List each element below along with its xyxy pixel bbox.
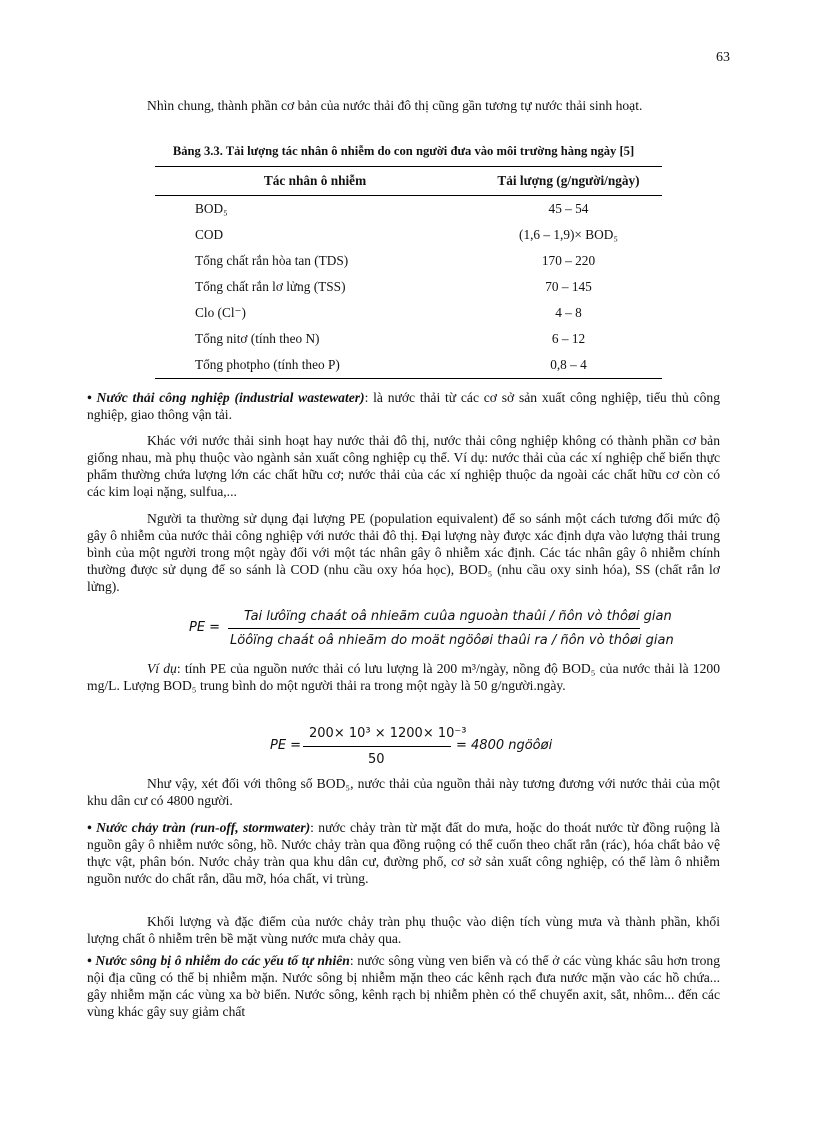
table-cell: Clo (Cl⁻) [195, 305, 246, 320]
natural-pollution-term: • Nước sông bị ô nhiễm do các yếu tố tự nhiên [87, 953, 350, 968]
industrial-composition-paragraph: Khác với nước thải sinh hoạt hay nước thải đô thị, nước thải công nghiệp không có thành phần cơ bản giống nhau, mà phụ thuộc vào ngành sản xuất công nghiệp cụ thể. Ví dụ: nước thải của các xí nghiệp chế biến thực phẩm thường chứa lượng lớn các chất hữu cơ; nước thải của các xí nghiệp thuộc da ngoài các chất hữu cơ còn có các kim loại nặng, sulfua,... [87, 433, 720, 499]
table-row [155, 222, 662, 248]
table-row [155, 196, 662, 223]
fraction-bar [303, 746, 451, 747]
conclusion-paragraph: Như vậy, xét đối với thông số BOD₅, nước thải của nguồn thải này tương đương với nước thải của một khu dân cư có 4800 người. [87, 776, 720, 808]
table-cell: Tổng chất rắn lơ lửng (TSS) [195, 279, 346, 294]
column-header-load: Tải lượng (g/người/ngày) [475, 167, 662, 196]
table-row [155, 248, 662, 274]
table-header-row [155, 167, 662, 196]
formula-denominator: Löôïng chaát oâ nhieãm do moät ngöôøi thaûi ra / ñôn vò thôøi gian [230, 633, 674, 648]
table-cell: 170 – 220 [541, 253, 596, 268]
industrial-wastewater-paragraph [87, 389, 720, 423]
formula-lhs: PE = [189, 620, 221, 635]
fraction-bar [228, 628, 640, 629]
table-cell: 4 – 8 [555, 305, 582, 320]
table-cell: BOD₅ [195, 201, 228, 216]
example-text: : tính PE của nguồn nước thải có lưu lượng là 200 m³/ngày, nồng độ BOD₅ của nước thải là 1200 mg/L. Lượng BOD₅ trung bình do một người thải ra trong một ngày là 50 g/người.ngày. [87, 661, 720, 693]
intro-paragraph: Nhìn chung, thành phần cơ bản của nước thải đô thị cũng gần tương tự nước thải sinh hoạt. [147, 98, 643, 113]
table-cell: COD [195, 227, 224, 242]
runoff-paragraph [87, 819, 720, 887]
table-row [155, 274, 662, 300]
runoff-term: • Nước chảy tràn (run-off, stormwater) [87, 820, 311, 835]
formula-numerator: 200× 10³ × 1200× 10⁻³ [309, 726, 467, 741]
table-row [155, 300, 662, 326]
runoff-definition: : nước chảy tràn từ mặt đất do mưa, hoặc do thoát nước từ đồng ruộng là nguồn gây ô nhiễm nước sông, hồ. Nước chảy tràn qua đồng ruộng có thể cuốn theo chất rắn (rác), hóa chất bảo vệ thực vật, phân bón. Nước chảy tràn qua khu dân cư, đường phố, cơ sở sản xuất công nghiệp, có thể làm ô nhiễm nguồn nước do chất rắn, dầu mỡ, hóa chất, vi trùng. [87, 820, 720, 886]
table-cell: 6 – 12 [551, 331, 586, 346]
formula-lhs: PE = [270, 738, 302, 753]
table-cell: Tổng photpho (tính theo P) [155, 352, 475, 379]
pollutant-load-table [155, 166, 662, 379]
table-cell: Tổng nitơ (tính theo N) [195, 331, 320, 346]
column-header-pollutant: Tác nhân ô nhiễm [155, 167, 475, 196]
page-number: 63 [716, 50, 730, 65]
table-cell: 45 – 54 [548, 201, 589, 216]
table-caption: Bảng 3.3. Tải lượng tác nhân ô nhiễm do con người đưa vào môi trường hàng ngày [5] [172, 144, 635, 158]
industrial-wastewater-definition: : là nước thải từ các cơ sở sản xuất công nghiệp, tiểu thủ công nghiệp, giao thông vận tải. [87, 390, 720, 422]
formula-denominator: 50 [368, 752, 385, 767]
table-row [155, 352, 662, 379]
natural-pollution-definition: : nước sông vùng ven biển và có thể ở các vùng khác sâu hơn trong nội địa cũng có thể bị nhiễm mặn. Nước sông bị nhiễm mặn theo các kênh rạch đưa nước mặn vào các hồ chứa... gây nhiễm mặn các vùng xa bờ biển. Nước sông, kênh rạch bị nhiễm phèn có thể chuyển axit, sắt, nhôm... đến các vùng khác gây suy giảm chất [87, 953, 720, 1019]
runoff-volume-paragraph: Khối lượng và đặc điểm của nước chảy tràn phụ thuộc vào diện tích vùng mưa và thành phần, khối lượng chất ô nhiễm trên bề mặt vùng nước mưa chảy qua. [87, 914, 720, 946]
formula-result: = 4800 ngöôøi [456, 738, 553, 753]
natural-pollution-paragraph [87, 952, 720, 1020]
table-cell: 70 – 145 [545, 279, 592, 294]
example-paragraph [87, 660, 720, 694]
table-cell: 0,8 – 4 [475, 352, 662, 379]
industrial-wastewater-term: • Nước thải công nghiệp (industrial wastewater) [87, 390, 365, 405]
formula-numerator: Tai lưôïng chaát oâ nhieãm cuûa nguoàn thaûi / ñôn vò thôøi gian [244, 609, 672, 624]
population-equivalent-paragraph: Người ta thường sử dụng đại lượng PE (population equivalent) để so sánh một cách tương đối mức độ gây ô nhiễm của nước thải công nghiệp với nước thải đô thị. Đại lượng này được xác định dựa vào lượng thải trung bình của một người trong một ngày đối với một tác nhân gây ô nhiễm xác định. Các tác nhân gây ô nhiễm chính thường được sử dụng để so sánh là COD (nhu cầu oxy hóa học), BOD₅ (nhu cầu oxy sinh hóa), SS (chất rắn lơ lửng). [87, 511, 720, 594]
example-label: Ví dụ [147, 661, 177, 676]
table-cell: (1,6 – 1,9)× BOD₅ [519, 227, 618, 242]
table-cell: Tổng chất rắn hòa tan (TDS) [195, 253, 349, 268]
table-row [155, 326, 662, 352]
